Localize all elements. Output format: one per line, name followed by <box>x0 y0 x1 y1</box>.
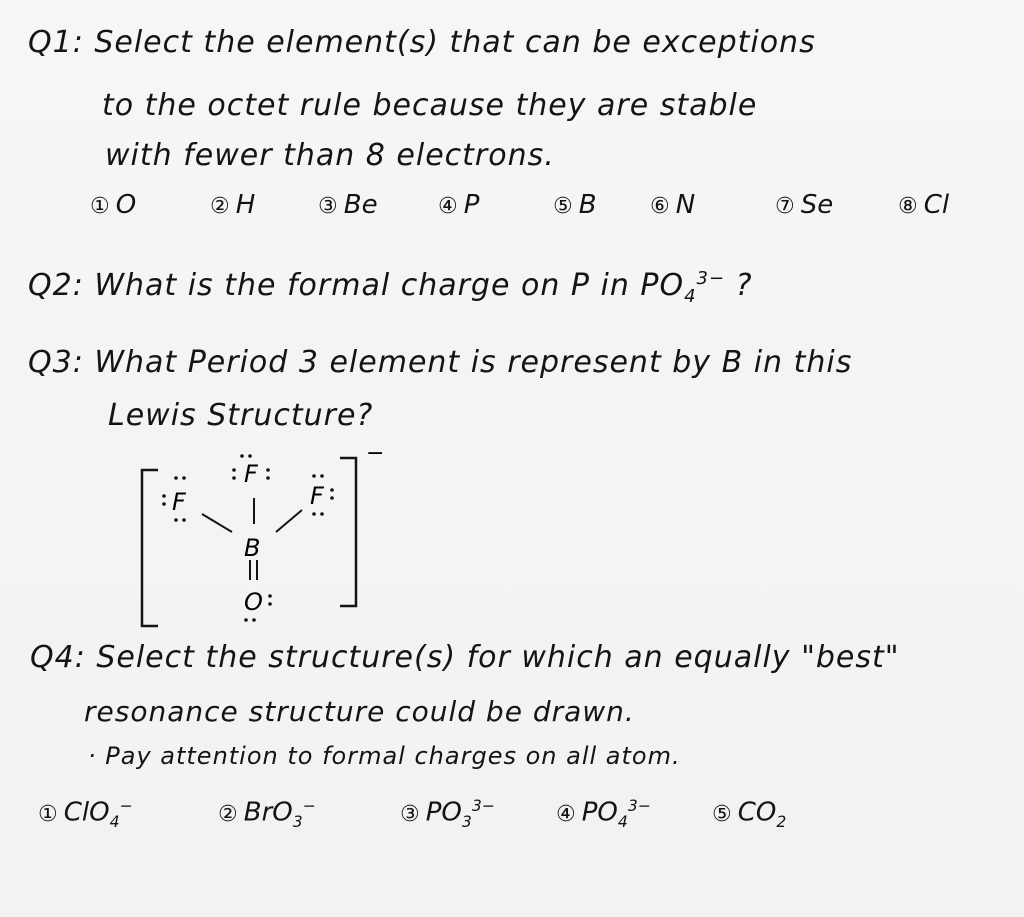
option-number: ② <box>218 801 238 827</box>
formula: PO <box>425 797 462 828</box>
atom-b: B <box>244 534 261 562</box>
option-number: ⑤ <box>553 194 573 219</box>
bond-left-f <box>202 514 232 532</box>
formula-superscript: 3− <box>471 797 495 815</box>
option-number: ⑧ <box>898 194 918 219</box>
q4-option-3[interactable] <box>400 797 495 831</box>
lewis-structure <box>130 448 400 638</box>
q1-line1: Q1: Select the element(s) that can be exceptions <box>28 25 816 60</box>
q1-line2: to the octet rule because they are stable <box>102 88 758 123</box>
q4-option-1[interactable] <box>38 797 133 831</box>
option-label: H <box>235 190 256 220</box>
formula-subscript: 2 <box>776 812 787 831</box>
q4-option-2[interactable] <box>218 797 316 831</box>
formula-superscript: − <box>119 797 133 815</box>
q4-line2: resonance structure could be drawn. <box>84 695 635 728</box>
formula: PO <box>581 797 618 828</box>
q3-line2: Lewis Structure? <box>108 398 374 433</box>
formula: BrO <box>243 797 293 828</box>
atom-f-left: F <box>172 488 186 516</box>
option-number: ③ <box>318 194 338 219</box>
option-number: ④ <box>556 801 576 827</box>
option-label: O <box>115 190 137 220</box>
option-number: ① <box>38 801 58 827</box>
bond-right-f <box>276 510 302 532</box>
formula-subscript: 3 <box>292 812 303 831</box>
q1-option-6[interactable] <box>650 190 695 220</box>
formula-superscript: 3− <box>627 797 651 815</box>
q1-option-3[interactable] <box>318 190 378 220</box>
q2-line <box>28 268 753 307</box>
q1-options <box>0 190 1024 230</box>
atom-f-right: F <box>310 482 324 510</box>
option-label: B <box>578 190 597 220</box>
option-number: ⑦ <box>775 194 795 219</box>
atom-f-top: F <box>244 460 258 488</box>
q1-option-7[interactable] <box>775 190 833 220</box>
q4-line1: Q4: Select the structure(s) for which an equally "best" <box>30 640 900 675</box>
q1-option-1[interactable] <box>90 190 136 220</box>
option-number: ③ <box>400 801 420 827</box>
q4-line3: · Pay attention to formal charges on all atom. <box>88 742 681 770</box>
option-number: ④ <box>438 194 458 219</box>
option-number: ⑤ <box>712 801 732 827</box>
right-bracket <box>340 458 356 606</box>
formula-subscript: 3 <box>461 812 472 831</box>
formula: ClO <box>63 797 110 828</box>
formula-superscript: − <box>302 797 316 815</box>
q4-option-4[interactable] <box>556 797 651 831</box>
q1-line3: with fewer than 8 electrons. <box>105 138 555 173</box>
q4-option-5[interactable] <box>712 797 786 831</box>
option-number: ⑥ <box>650 194 670 219</box>
q2-question-mark: ? <box>725 268 753 303</box>
q1-option-8[interactable] <box>898 190 949 220</box>
formula-subscript: 4 <box>109 812 120 831</box>
q2-text: Q2: What is the formal charge on P in PO <box>28 268 685 303</box>
q2-subscript: 4 <box>684 286 697 307</box>
option-number: ① <box>90 194 110 219</box>
q3-line1: Q3: What Period 3 element is represent by B in this <box>28 345 853 380</box>
option-number: ② <box>210 194 230 219</box>
atom-o: O <box>244 588 263 616</box>
left-bracket <box>142 470 158 626</box>
ion-charge: − <box>366 448 385 466</box>
option-label: Be <box>343 190 378 220</box>
q2-superscript: 3− <box>696 268 726 289</box>
q1-option-2[interactable] <box>210 190 255 220</box>
option-label: Se <box>800 190 834 220</box>
formula: CO <box>737 797 777 828</box>
option-label: Cl <box>923 190 950 220</box>
q1-option-4[interactable] <box>438 190 479 220</box>
q1-option-5[interactable] <box>553 190 597 220</box>
formula-subscript: 4 <box>617 812 628 831</box>
option-label: P <box>463 190 480 220</box>
option-label: N <box>675 190 696 220</box>
